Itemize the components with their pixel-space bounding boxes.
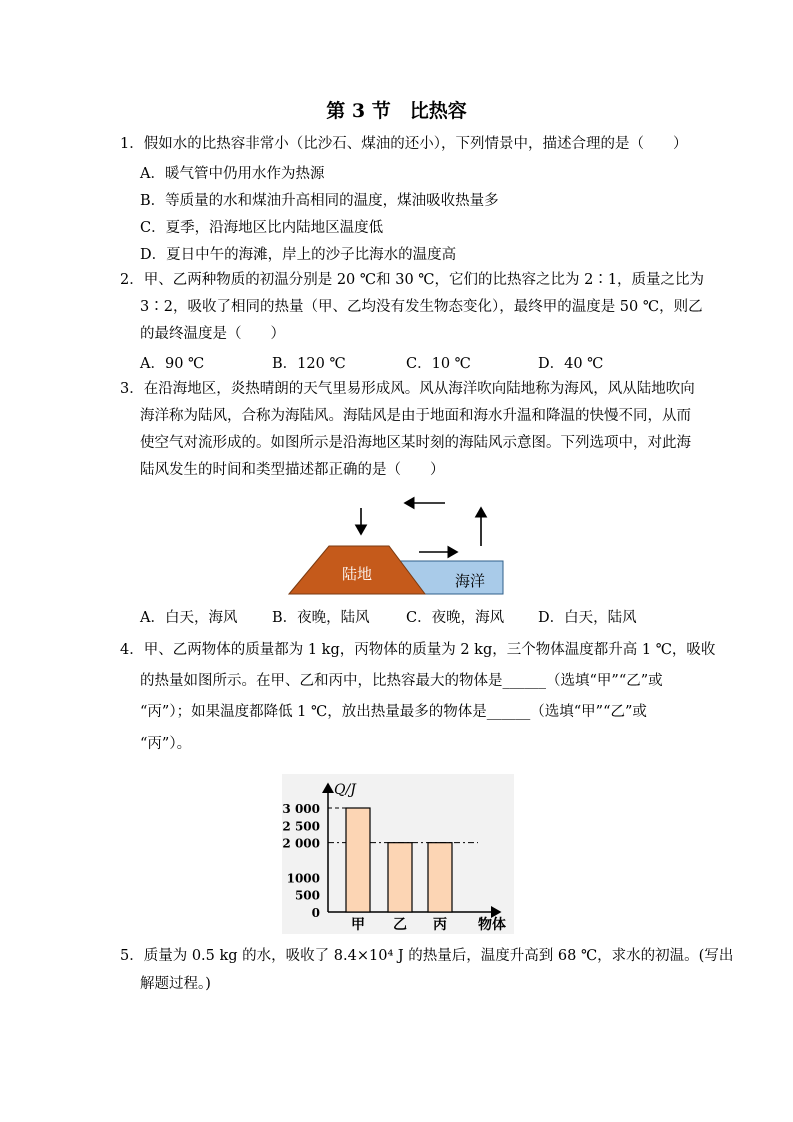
- question-5-line: 5．质量为 0.5 kg 的水，吸收了 8.4×10⁴ J 的热量后，温度升高到 68 ℃，求水的初温。(写出: [120, 948, 734, 964]
- question-2-option-b: B．120 ℃: [272, 356, 346, 372]
- question-4-line: “丙”）；如果温度都降低 1 ℃，放出热量最多的物体是______（选填“甲”“乙”或: [140, 704, 647, 720]
- bar: [428, 843, 452, 912]
- y-tick-label: 3 000: [282, 802, 320, 816]
- question-1-option-b: B．等质量的水和煤油升高相同的温度，煤油吸收热量多: [140, 193, 499, 209]
- x-tick-label: 甲: [351, 917, 365, 933]
- question-1-option-c: C．夏季，沿海地区比内陆地区温度低: [140, 220, 384, 236]
- y-tick-label: 2 000: [282, 836, 320, 851]
- x-axis-label: 物体: [478, 917, 506, 933]
- question-3-line: 陆风发生的时间和类型描述都正确的是（ ）: [140, 462, 445, 478]
- question-1-option-d: D．夏日中午的海滩，岸上的沙子比海水的温度高: [140, 247, 457, 263]
- question-1-option-a: A．暖气管中仍用水作为热源: [140, 166, 325, 182]
- heat-bar-chart: [282, 774, 514, 934]
- question-2-option-c: C．10 ℃: [406, 356, 471, 372]
- question-3-line: 3．在沿海地区，炎热晴朗的天气里易形成风。风从海洋吹向陆地称为海风，风从陆地吹向: [120, 381, 695, 397]
- y-tick-label: 2 500: [282, 819, 320, 834]
- sea-label: 海洋: [455, 572, 486, 590]
- question-3-option-b: B．夜晚，陆风: [272, 610, 370, 626]
- page-title: 第 3 节 比热容: [326, 100, 467, 122]
- y-tick-label: 500: [294, 888, 320, 903]
- question-5-line: 解题过程。): [140, 976, 211, 992]
- sea-land-breeze-diagram: [285, 494, 507, 598]
- question-2-line: 3∶2，吸收了相同的热量（甲、乙均没有发生物态变化），最终甲的温度是 50 ℃，则乙: [140, 299, 703, 315]
- question-2-option-a: A．90 ℃: [140, 356, 205, 372]
- question-3-option-d: D．白天，陆风: [538, 610, 637, 626]
- question-2-option-d: D．40 ℃: [538, 356, 604, 372]
- question-2-line: 的最终温度是（ ）: [140, 326, 285, 342]
- bar: [388, 843, 412, 912]
- y-axis-label: Q/J: [334, 782, 356, 798]
- question-3-line: 海洋称为陆风，合称为海陆风。海陆风是由于地面和海水升温和降温的快慢不同，从而: [140, 408, 691, 424]
- x-tick-label: 乙: [393, 917, 407, 933]
- land-label: 陆地: [342, 565, 373, 583]
- question-4-line: 4．甲、乙两物体的质量都为 1 kg，丙物体的质量为 2 kg，三个物体温度都升高 1 ℃，吸收: [120, 642, 716, 658]
- y-tick-label: 1000: [286, 871, 320, 886]
- x-tick-label: 丙: [433, 917, 447, 933]
- question-1-stem: 1．假如水的比热容非常小（比沙石、煤油的还小），下列情景中，描述合理的是（ ）: [120, 136, 688, 152]
- bar: [346, 808, 370, 912]
- question-4-line: “丙”）。: [140, 736, 192, 752]
- question-3-option-c: C．夜晚，海风: [406, 610, 505, 626]
- question-2-line: 2．甲、乙两种物质的初温分别是 20 ℃和 30 ℃，它们的比热容之比为 2∶1，质量之比为: [120, 272, 705, 288]
- question-3-option-a: A．白天，海风: [140, 610, 238, 626]
- question-4-line: 的热量如图所示。在甲、乙和丙中，比热容最大的物体是______（选填“甲”“乙”或: [140, 673, 663, 689]
- y-tick-label: 0: [311, 906, 320, 920]
- question-3-line: 使空气对流形成的。如图所示是沿海地区某时刻的海陆风示意图。下列选项中，对此海: [140, 435, 691, 451]
